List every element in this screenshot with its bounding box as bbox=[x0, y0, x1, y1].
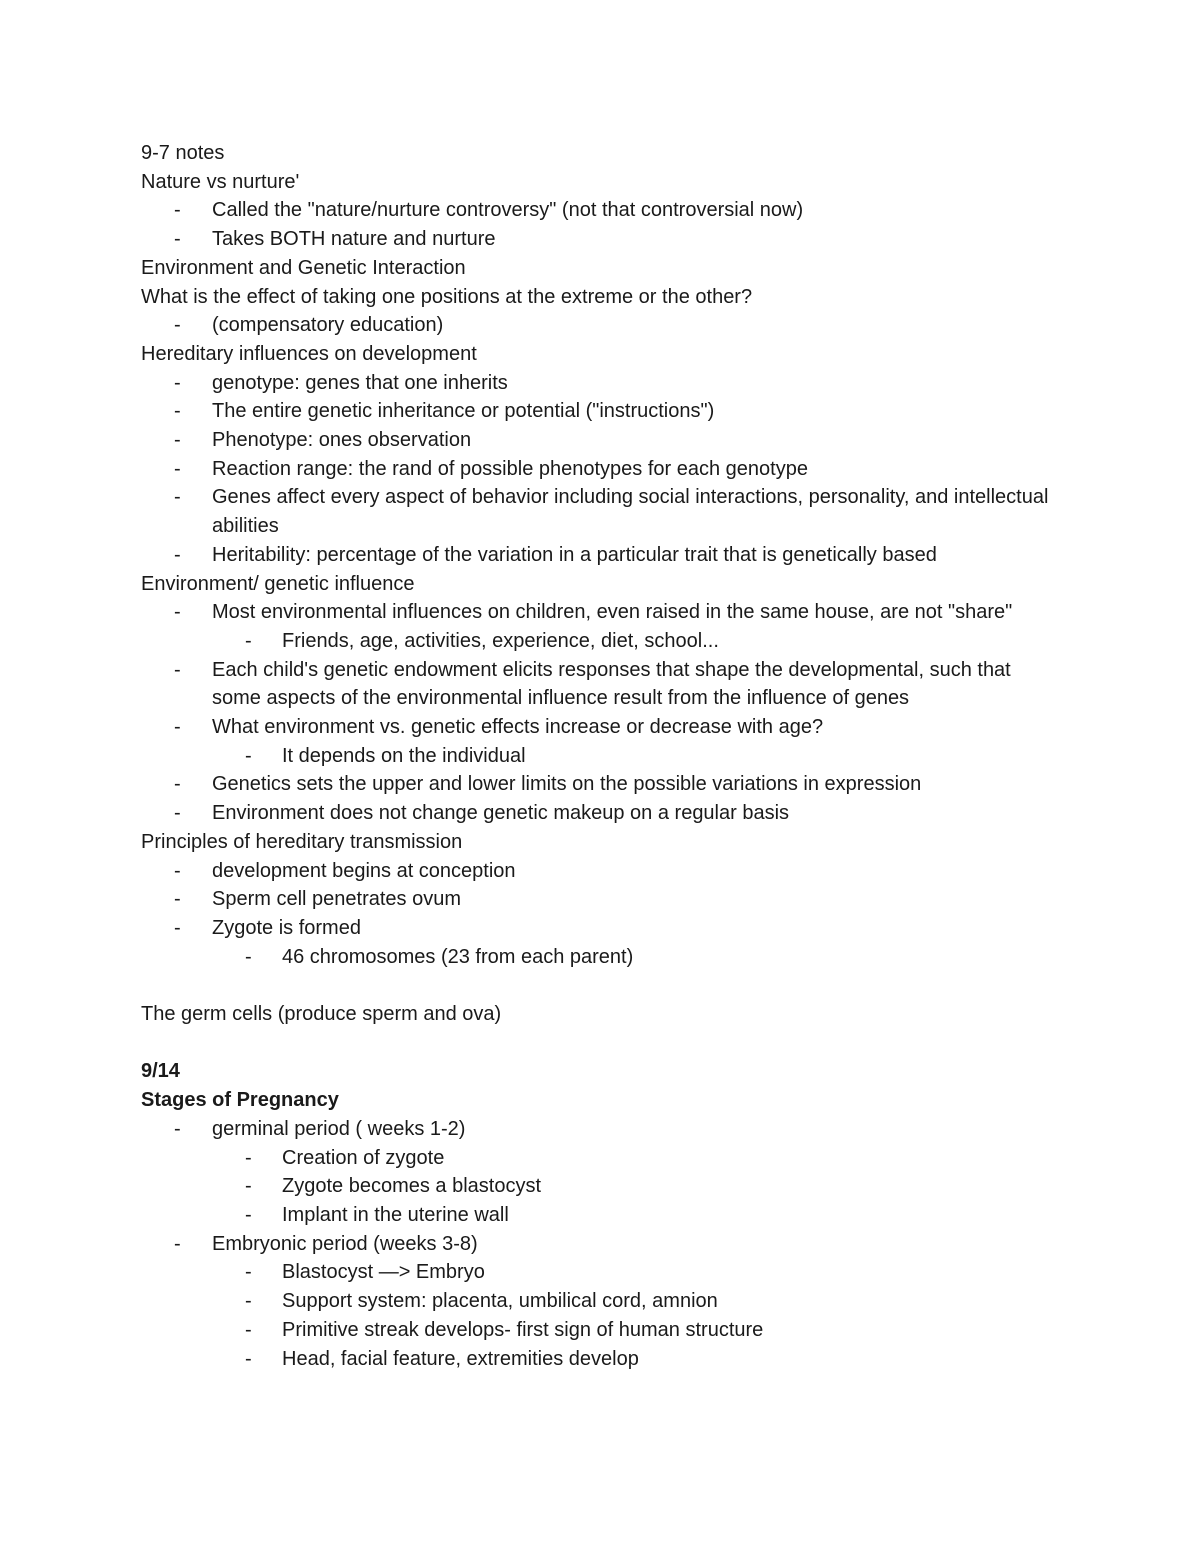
bullet-item bbox=[141, 656, 1061, 713]
bullet-dash-icon: - bbox=[174, 543, 181, 566]
section-heading bbox=[141, 1057, 1061, 1086]
bullet-item bbox=[141, 857, 1061, 886]
line-text: germinal period ( weeks 1-2) bbox=[212, 1117, 466, 1140]
line-text: Support system: placenta, umbilical cord, amnion bbox=[282, 1290, 718, 1313]
bullet-item bbox=[141, 196, 1061, 225]
bullet-dash-icon: - bbox=[174, 314, 181, 337]
sub-bullet-item bbox=[141, 1316, 1061, 1345]
sub-bullet-item bbox=[141, 943, 1061, 972]
line-text: What environment vs. genetic effects increase or decrease with age? bbox=[212, 716, 824, 739]
line-text: Called the "nature/nurture controversy" (not that controversial now) bbox=[212, 199, 804, 222]
bullet-dash-icon: - bbox=[174, 601, 181, 624]
bullet-dash-icon: - bbox=[174, 371, 181, 394]
bullet-dash-icon: - bbox=[174, 888, 181, 911]
line-text: The germ cells (produce sperm and ova) bbox=[141, 1003, 502, 1026]
bullet-item bbox=[141, 914, 1061, 943]
line-text: Reaction range: the rand of possible phenotypes for each genotype bbox=[212, 457, 808, 480]
bullet-item bbox=[141, 598, 1061, 627]
line-text: Embryonic period (weeks 3-8) bbox=[212, 1232, 478, 1255]
note-line bbox=[141, 828, 1061, 857]
bullet-dash-icon: - bbox=[174, 1232, 181, 1255]
line-text: The entire genetic inheritance or potential ("instructions") bbox=[212, 400, 715, 423]
bullet-dash-icon: - bbox=[174, 802, 181, 825]
bullet-dash-icon: - bbox=[245, 1175, 252, 1198]
line-text: Genetics sets the upper and lower limits on the possible variations in expression bbox=[212, 773, 922, 796]
line-text: development begins at conception bbox=[212, 859, 516, 882]
bullet-dash-icon: - bbox=[174, 486, 181, 509]
line-text: Environment and Genetic Interaction bbox=[141, 256, 466, 279]
bullet-dash-icon: - bbox=[174, 716, 181, 739]
note-line bbox=[141, 139, 1061, 168]
line-text: Genes affect every aspect of behavior including social interactions, personality, and intellectual abilities bbox=[212, 486, 1049, 538]
bullet-dash-icon: - bbox=[174, 1117, 181, 1140]
line-text: Heritability: percentage of the variation in a particular trait that is genetically based bbox=[212, 543, 937, 566]
bullet-dash-icon: - bbox=[174, 859, 181, 882]
bullet-item bbox=[141, 713, 1061, 742]
bullet-item bbox=[141, 541, 1061, 570]
bullet-dash-icon: - bbox=[174, 773, 181, 796]
bullet-item bbox=[141, 885, 1061, 914]
line-text: Blastocyst —> Embryo bbox=[282, 1261, 485, 1284]
section-heading bbox=[141, 1086, 1061, 1115]
bullet-item bbox=[141, 770, 1061, 799]
bullet-item bbox=[141, 225, 1061, 254]
notes-document bbox=[141, 139, 1061, 1373]
bullet-dash-icon: - bbox=[245, 1290, 252, 1313]
bullet-dash-icon: - bbox=[174, 199, 181, 222]
sub-bullet-item bbox=[141, 627, 1061, 656]
line-text: Environment/ genetic influence bbox=[141, 572, 415, 595]
line-text: Most environmental influences on children, even raised in the same house, are not "share" bbox=[212, 601, 1013, 624]
line-text: It depends on the individual bbox=[282, 744, 526, 767]
line-text: Phenotype: ones observation bbox=[212, 429, 472, 452]
sub-bullet-item bbox=[141, 1201, 1061, 1230]
line-text: Sperm cell penetrates ovum bbox=[212, 888, 462, 911]
note-line bbox=[141, 254, 1061, 283]
note-line bbox=[141, 570, 1061, 599]
line-text: Creation of zygote bbox=[282, 1146, 445, 1169]
bullet-dash-icon: - bbox=[245, 1261, 252, 1284]
sub-bullet-item bbox=[141, 742, 1061, 771]
bullet-item bbox=[141, 369, 1061, 398]
bullet-item bbox=[141, 311, 1061, 340]
line-text: 9/14 bbox=[141, 1060, 180, 1083]
sub-bullet-item bbox=[141, 1172, 1061, 1201]
bullet-item bbox=[141, 1230, 1061, 1259]
sub-bullet-item bbox=[141, 1144, 1061, 1173]
line-text: Takes BOTH nature and nurture bbox=[212, 228, 496, 251]
line-text: Stages of Pregnancy bbox=[141, 1089, 339, 1112]
bullet-dash-icon: - bbox=[245, 629, 252, 652]
line-text: Nature vs nurture' bbox=[141, 170, 300, 193]
sub-bullet-item bbox=[141, 1287, 1061, 1316]
line-text: Hereditary influences on development bbox=[141, 342, 477, 365]
line-text: 46 chromosomes (23 from each parent) bbox=[282, 945, 634, 968]
bullet-dash-icon: - bbox=[245, 1146, 252, 1169]
bullet-dash-icon: - bbox=[174, 400, 181, 423]
blank-line bbox=[141, 1029, 1061, 1058]
sub-bullet-item bbox=[141, 1258, 1061, 1287]
line-text: 9-7 notes bbox=[141, 142, 225, 164]
note-line bbox=[141, 283, 1061, 312]
bullet-dash-icon: - bbox=[245, 1203, 252, 1226]
bullet-dash-icon: - bbox=[174, 658, 181, 681]
note-line bbox=[141, 168, 1061, 197]
bullet-item bbox=[141, 397, 1061, 426]
line-text: Environment does not change genetic makeup on a regular basis bbox=[212, 802, 790, 825]
line-text: Head, facial feature, extremities develop bbox=[282, 1347, 639, 1370]
line-text: Each child's genetic endowment elicits responses that shape the developmental, such that some aspects of the environmental influence result from the influence of genes bbox=[212, 658, 1011, 710]
bullet-item bbox=[141, 1115, 1061, 1144]
bullet-dash-icon: - bbox=[245, 744, 252, 767]
bullet-dash-icon: - bbox=[245, 1318, 252, 1341]
bullet-dash-icon: - bbox=[174, 429, 181, 452]
bullet-dash-icon: - bbox=[245, 945, 252, 968]
bullet-item bbox=[141, 799, 1061, 828]
line-text: genotype: genes that one inherits bbox=[212, 371, 508, 394]
bullet-item bbox=[141, 455, 1061, 484]
line-text: Primitive streak develops- first sign of human structure bbox=[282, 1318, 764, 1341]
line-text: Implant in the uterine wall bbox=[282, 1203, 509, 1226]
line-text: Zygote becomes a blastocyst bbox=[282, 1175, 542, 1198]
bullet-dash-icon: - bbox=[174, 228, 181, 251]
blank-line bbox=[141, 971, 1061, 1000]
line-text: Principles of hereditary transmission bbox=[141, 830, 463, 853]
bullet-dash-icon: - bbox=[245, 1347, 252, 1370]
line-text: Zygote is formed bbox=[212, 916, 361, 939]
bullet-dash-icon: - bbox=[174, 916, 181, 939]
note-line bbox=[141, 340, 1061, 369]
bullet-dash-icon: - bbox=[174, 457, 181, 480]
line-text: What is the effect of taking one positions at the extreme or the other? bbox=[141, 285, 753, 308]
note-line bbox=[141, 1000, 1061, 1029]
line-text: Friends, age, activities, experience, diet, school... bbox=[282, 629, 719, 652]
bullet-item bbox=[141, 426, 1061, 455]
line-text: (compensatory education) bbox=[212, 314, 444, 337]
bullet-item bbox=[141, 483, 1061, 540]
sub-bullet-item bbox=[141, 1345, 1061, 1374]
